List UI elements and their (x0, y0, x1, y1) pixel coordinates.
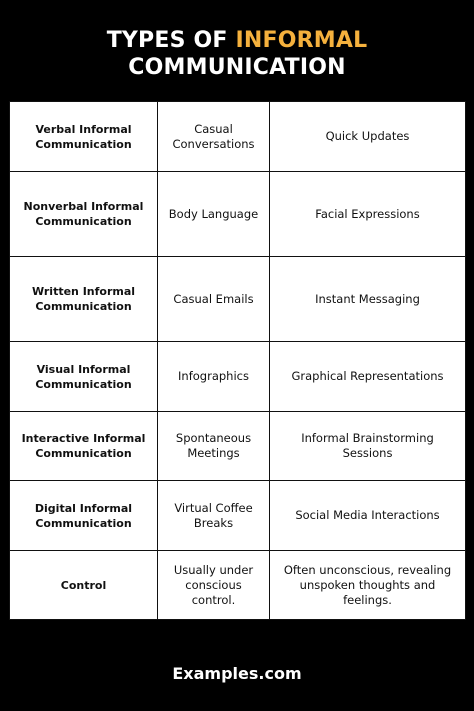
communication-types-table (9, 101, 466, 620)
type-cell: Control (10, 551, 158, 620)
title-prefix: TYPES OF (106, 28, 236, 53)
example-cell: Body Language (158, 172, 270, 257)
detail-cell: Social Media Interactions (270, 481, 466, 551)
title-accent: INFORMAL (235, 28, 368, 53)
title-line-2: COMMUNICATION (128, 55, 346, 80)
table-row (10, 551, 466, 620)
detail-cell: Instant Messaging (270, 257, 466, 342)
table-row (10, 342, 466, 412)
type-cell: Digital Informal Communication (10, 481, 158, 551)
detail-cell: Quick Updates (270, 102, 466, 172)
type-cell: Interactive Informal Communication (10, 412, 158, 481)
example-cell: Spontaneous Meetings (158, 412, 270, 481)
example-cell: Virtual Coffee Breaks (158, 481, 270, 551)
title-line-1 (0, 27, 474, 54)
detail-cell: Informal Brainstorming Sessions (270, 412, 466, 481)
example-cell: Usually under conscious control. (158, 551, 270, 620)
type-cell: Verbal Informal Communication (10, 102, 158, 172)
table-row (10, 172, 466, 257)
table-row (10, 102, 466, 172)
type-cell: Nonverbal Informal Communication (10, 172, 158, 257)
example-cell: Casual Emails (158, 257, 270, 342)
table-row (10, 481, 466, 551)
example-cell: Casual Conversations (158, 102, 270, 172)
table-row (10, 412, 466, 481)
footer-brand: Examples.com (172, 664, 302, 683)
table-row (10, 257, 466, 342)
detail-cell: Facial Expressions (270, 172, 466, 257)
detail-cell: Often unconscious, revealing unspoken thoughts and feelings. (270, 551, 466, 620)
page-title (0, 27, 474, 81)
type-cell: Visual Informal Communication (10, 342, 158, 412)
detail-cell: Graphical Representations (270, 342, 466, 412)
example-cell: Infographics (158, 342, 270, 412)
type-cell: Written Informal Communication (10, 257, 158, 342)
